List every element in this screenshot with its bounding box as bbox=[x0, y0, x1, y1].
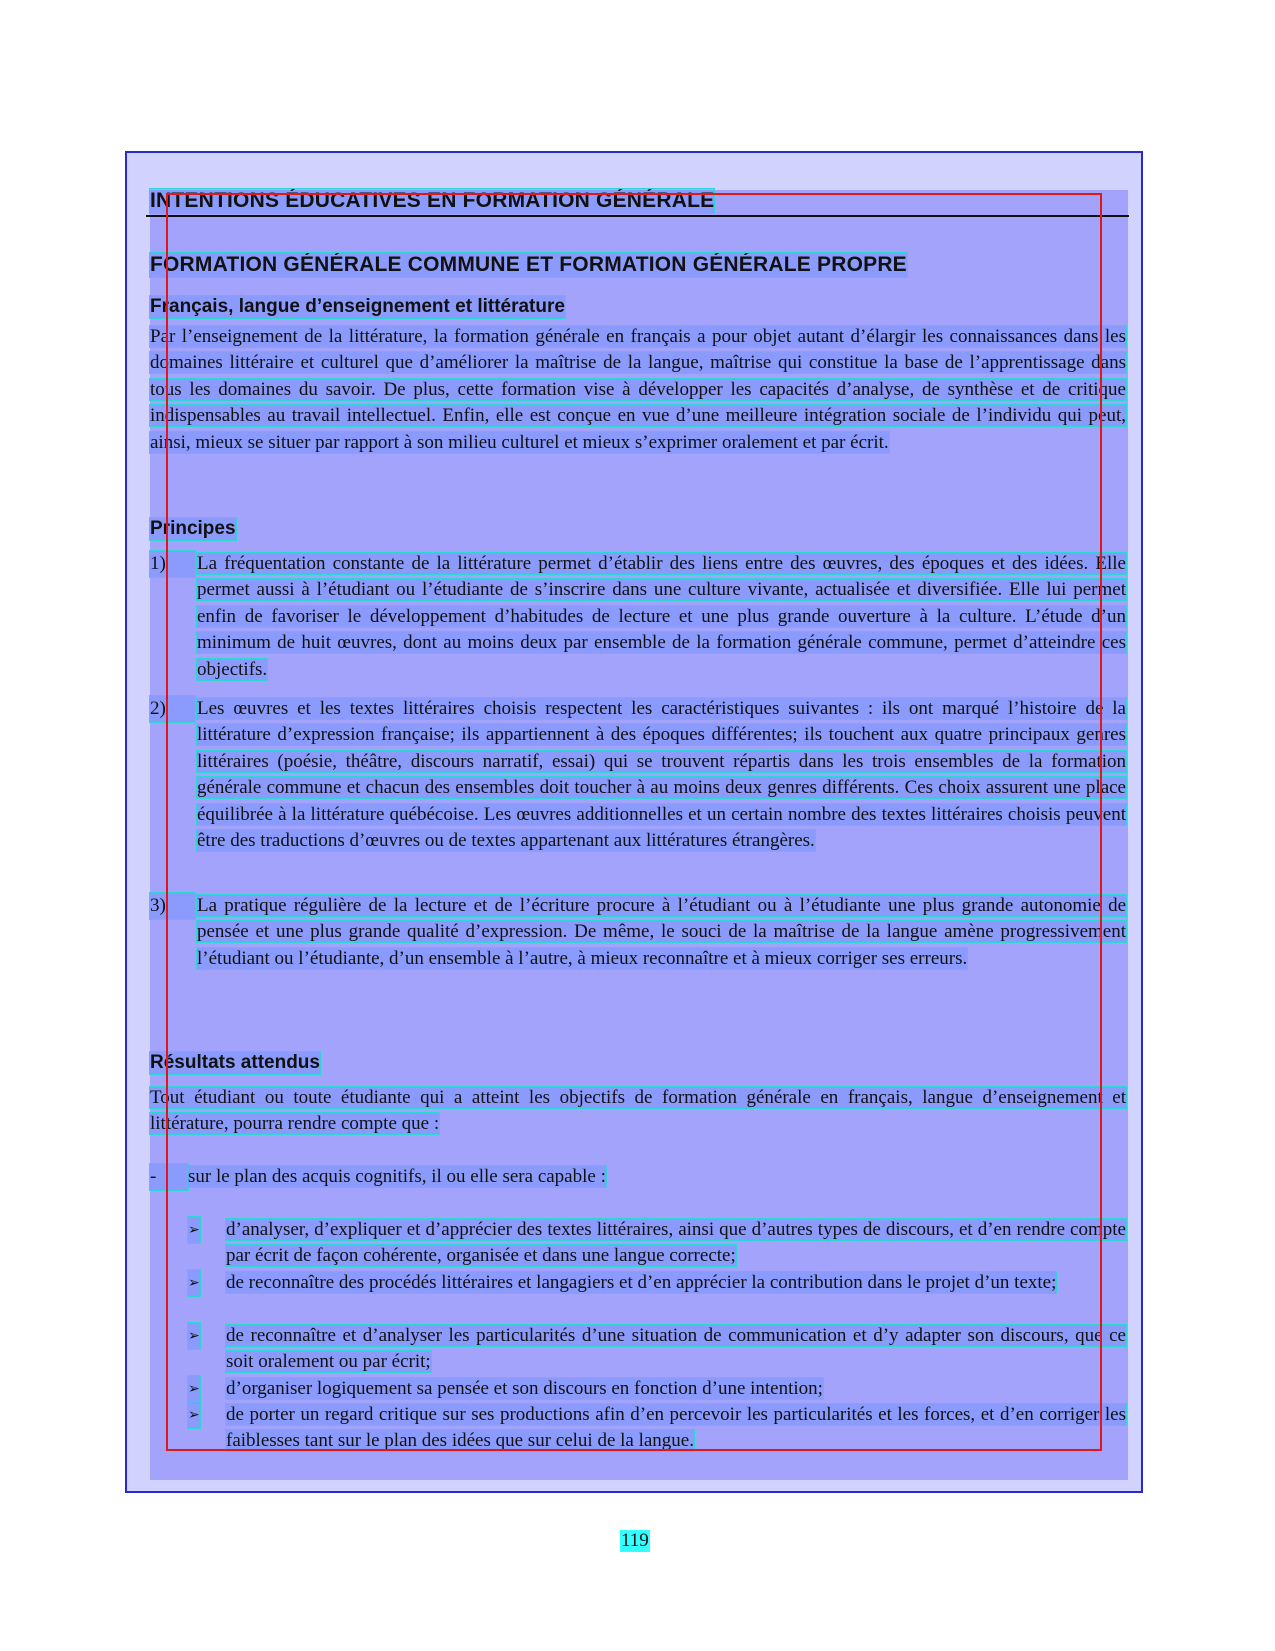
item-number: 3) bbox=[150, 893, 195, 919]
bullet-item-5: ➢ de porter un regard critique sur ses productions afin d’en percevoir les particularités et les forces, et d’en corriger les faiblesses tant sur le plan des idées que sur celui de la langue. bbox=[188, 1404, 1126, 1452]
bullet-item-4: ➢ d’organiser logiquement sa pensée et son discours en fonction d’une intention; bbox=[188, 1376, 1126, 1402]
main-title: INTENTIONS ÉDUCATIVES EN FORMATION GÉNÉRALE bbox=[150, 189, 715, 212]
results-intro: Tout étudiant ou toute étudiante qui a atteint les objectifs de formation générale en français, langue d’enseignement et littérature, pourra rendre compte que : bbox=[150, 1087, 1126, 1135]
arrow-bullet-icon: ➢ bbox=[188, 1217, 200, 1243]
arrow-bullet-icon: ➢ bbox=[188, 1402, 200, 1428]
item-text: La fréquentation constante de la littérature permet d’établir des liens entre des œuvres, des époques et des idées. Elle permet aussi à l’étudiant ou l’étudiante de s’inscrire dans une culture vivante, actualisée et diversifiée. Elle lui permet enfin de favoriser le développement d’habitudes de lecture et une plus grande ouverture à la culture. L’étude d’un minimum de huit œuvres, dont au moins deux par ensemble de la formation générale commune, permet d’atteindre ces objectifs. bbox=[197, 553, 1126, 680]
cognitive-subheading bbox=[150, 1164, 606, 1190]
subheading-text: sur le plan des acquis cognitifs, il ou elle sera capable : bbox=[188, 1166, 606, 1187]
page-number: 119 bbox=[621, 1530, 649, 1551]
principle-item-3 bbox=[150, 893, 1126, 972]
bullet-item-3: ➢ de reconnaître et d’analyser les particularités d’une situation de communication et d’y adapter son discours, que ce soit oralement ou par écrit; bbox=[188, 1325, 1126, 1373]
arrow-bullet-icon: ➢ bbox=[188, 1270, 200, 1296]
title-underline bbox=[146, 215, 1129, 217]
subject-title: Français, langue d’enseignement et littérature bbox=[150, 296, 565, 317]
principle-item-1 bbox=[150, 551, 1126, 683]
principles-title: Principes bbox=[150, 518, 236, 539]
arrow-bullet-icon: ➢ bbox=[188, 1376, 200, 1402]
item-text: La pratique régulière de la lecture et de l’écriture procure à l’étudiant ou à l’étudiante une plus grande autonomie de pensée et une plus grande qualité d’expression. De même, le souci de la maîtrise de la langue amène progressivement l’étudiant ou l’étudiante, d’un ensemble à l’autre, à mieux reconnaître et à mieux corriger ses erreurs. bbox=[197, 895, 1126, 969]
principle-item-2 bbox=[150, 696, 1126, 854]
item-text: Les œuvres et les textes littéraires choisis respectent les caractéristiques suivantes : ils ont marqué l’histoire de la littérature d’expression française; ils appartiennent à des époques différentes; ils touchent aux quatre principaux genres littéraires (poésie, théâtre, discours narratif, essai) qui se trouvent répartis dans les trois ensembles de la formation générale commune et chacun des ensembles doit toucher à au moins deux genres différents. Ces choix assurent une place équilibrée à la littérature québécoise. Les œuvres additionnelles et un certain nombre des textes littéraires choisis peuvent être des traductions d’œuvres ou de textes appartenant aux littératures étrangères. bbox=[197, 698, 1126, 852]
dash-marker: - bbox=[150, 1164, 188, 1190]
arrow-bullet-icon: ➢ bbox=[188, 1323, 200, 1349]
intro-paragraph: Par l’enseignement de la littérature, la formation générale en français a pour objet autant d’élargir les connaissances dans les domaines littéraire et culturel que d’améliorer la maîtrise de la langue, maîtrise qui constitue la base de l’apprentissage dans tous les domaines du savoir. De plus, cette formation vise à développer les capacités d’analyse, de synthèse et de critique indispensables au travail intellectuel. Enfin, elle est conçue en vue d’une meilleure intégration sociale de l’individu qui peut, ainsi, mieux se situer par rapport à son milieu culturel et mieux s’exprimer oralement et par écrit. bbox=[150, 326, 1126, 453]
results-title: Résultats attendus bbox=[150, 1052, 320, 1073]
bullet-item-2: ➢ de reconnaître des procédés littéraires et langagiers et d’en apprécier la contribution dans le projet d’un texte; bbox=[188, 1270, 1126, 1296]
section-title: FORMATION GÉNÉRALE COMMUNE ET FORMATION GÉNÉRALE PROPRE bbox=[150, 253, 907, 276]
item-number: 1) bbox=[150, 551, 195, 577]
bullet-item-1: ➢ d’analyser, d’expliquer et d’apprécier des textes littéraires, ainsi que d’autres types de discours, et d’en rendre compte par écrit de façon cohérente, organisée et dans une langue correcte; bbox=[188, 1219, 1126, 1267]
item-number: 2) bbox=[150, 696, 195, 722]
